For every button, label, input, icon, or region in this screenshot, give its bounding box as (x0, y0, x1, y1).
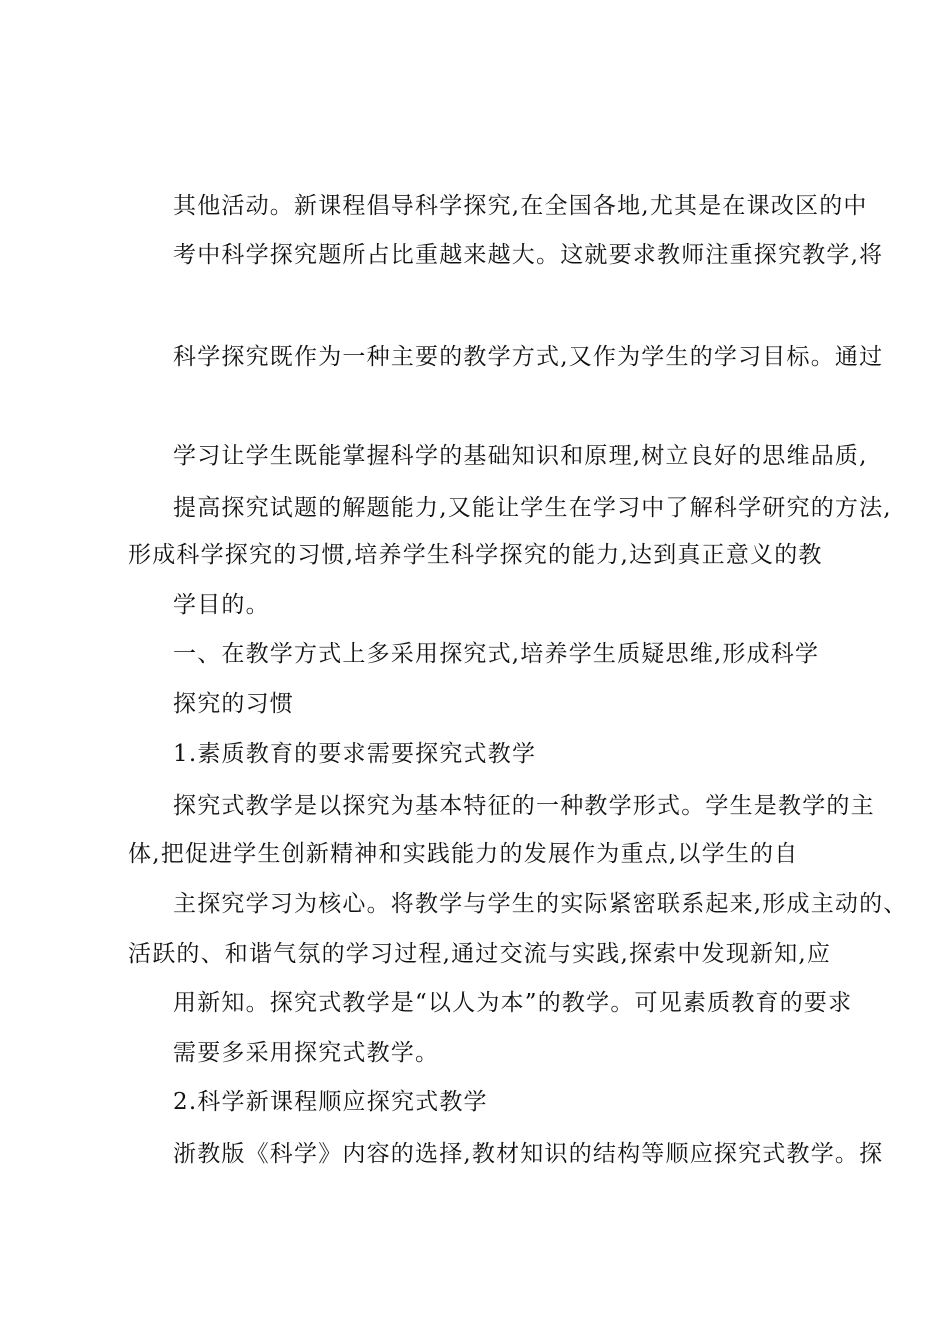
body-text-line: 其他活动。新课程倡导科学探究,在全国各地,尤其是在课改区的中 (173, 193, 868, 219)
body-text-line: 浙教版《科学》内容的选择,教材知识的结构等顺应探究式教学。探 (173, 1141, 884, 1167)
subsection-heading-2: 2.科学新课程顺应探究式教学 (173, 1089, 488, 1115)
body-text-line: 考中科学探究题所占比重越来越大。这就要求教师注重探究教学,将 (173, 242, 884, 268)
section-heading-continued: 探究的习惯 (173, 691, 294, 717)
body-text-line: 提高探究试题的解题能力,又能让学生在学习中了解科学研究的方法, (173, 495, 892, 521)
body-text-line: 体,把促进学生创新精神和实践能力的发展作为重点,以学生的自 (128, 841, 799, 867)
body-text-line: 探究式教学是以探究为基本特征的一种教学形式。学生是教学的主 (173, 793, 875, 819)
body-text-line: 用新知。探究式教学是“以人为本”的教学。可见素质教育的要求 (173, 990, 853, 1016)
subsection-heading-1: 1.素质教育的要求需要探究式教学 (173, 741, 537, 767)
body-text-line: 主探究学习为核心。将教学与学生的实际紧密联系起来,形成主动的、 (173, 891, 908, 917)
body-text-line: 学习让学生既能掌握科学的基础知识和原理,树立良好的思维品质, (173, 443, 868, 469)
body-text-line: 活跃的、和谐气氛的学习过程,通过交流与实践,探索中发现新知,应 (128, 941, 832, 967)
body-text-line: 科学探究既作为一种主要的教学方式,又作为学生的学习目标。通过 (173, 344, 884, 370)
section-heading: 一、在教学方式上多采用探究式,培养学生质疑思维,形成科学 (173, 641, 820, 667)
body-text-line: 需要多采用探究式教学。 (173, 1040, 440, 1066)
body-text-line: 形成科学探究的习惯,培养学生科学探究的能力,达到真正意义的教 (128, 542, 823, 568)
body-text-line: 学目的。 (173, 592, 270, 618)
